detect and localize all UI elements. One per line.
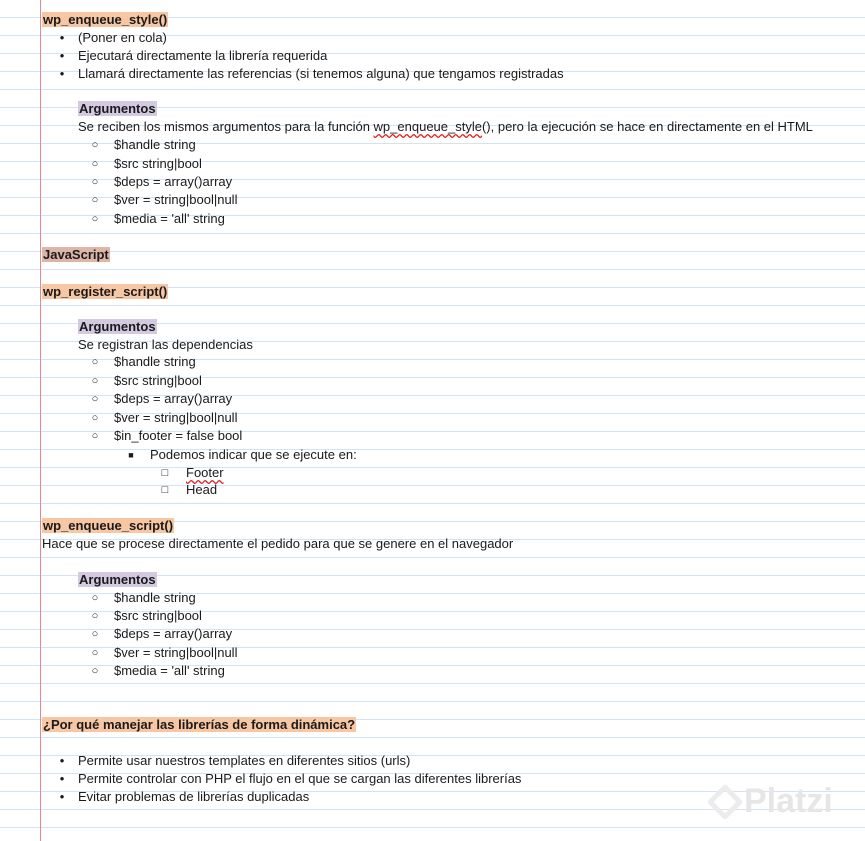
circle-bullet-icon: ○ [91, 375, 99, 387]
square-bullet-icon: ■ [128, 450, 134, 460]
platzi-watermark: Platzi [712, 782, 833, 821]
circle-bullet-icon: ○ [91, 194, 99, 206]
bullet-icon: • [59, 30, 65, 45]
enqueue-script-description: Hace que se procese directamente el pedido para que se genere en el navegador [42, 536, 514, 551]
circle-bullet-icon: ○ [91, 430, 99, 442]
style-args-intro: Se reciben los mismos argumentos para la función wp_enqueue_style(), pero la ejecución se hace en directamente en el HTML [78, 119, 813, 134]
bullet-icon: • [59, 66, 65, 81]
circle-bullet-icon: ○ [91, 213, 99, 225]
list-item: Permite usar nuestros templates en diferentes sitios (urls) [78, 753, 411, 768]
list-item: Permite controlar con PHP el flujo en el que se cargan las diferentes librerías [78, 771, 522, 786]
list-item: $handle string [114, 137, 196, 152]
hollow-square-bullet-icon: □ [161, 484, 169, 496]
heading-wp-enqueue-script: wp_enqueue_script() [43, 518, 174, 533]
circle-bullet-icon: ○ [91, 412, 99, 424]
list-item: $src string|bool [114, 156, 202, 171]
list-item: $media = 'all' string [114, 663, 225, 678]
bullet-icon: • [59, 771, 65, 786]
circle-bullet-icon: ○ [91, 356, 99, 368]
circle-bullet-icon: ○ [91, 158, 99, 170]
bullet-icon: • [59, 48, 65, 63]
list-item: $deps = array()array [114, 391, 233, 406]
list-item: $in_footer = false bool [114, 428, 243, 443]
circle-bullet-icon: ○ [91, 610, 99, 622]
list-item: $deps = array()array [114, 174, 233, 189]
list-item: $deps = array()array [114, 626, 233, 641]
list-item: Ejecutará directamente la librería requerida [78, 48, 328, 63]
heading-text: wp_enqueue_style() [43, 12, 168, 27]
heading-why-dynamic: ¿Por qué manejar las librerías de forma dinámica? [43, 717, 356, 732]
list-item: $media = 'all' string [114, 211, 225, 226]
heading-javascript: JavaScript [43, 247, 109, 262]
circle-bullet-icon: ○ [91, 592, 99, 604]
heading-wp-register-script: wp_register_script() [43, 284, 168, 299]
list-item: Evitar problemas de librerías duplicadas [78, 789, 310, 804]
list-item: Llamará directamente las referencias (si tenemos alguna) que tengamos registradas [78, 66, 564, 81]
arguments-label: Argumentos [79, 319, 156, 334]
arguments-label: Argumentos [79, 572, 156, 587]
list-item: $src string|bool [114, 608, 202, 623]
list-item: $ver = string|bool|null [114, 410, 238, 425]
list-item: Footer [186, 465, 224, 480]
platzi-logo-icon [707, 783, 744, 820]
list-item: $handle string [114, 590, 196, 605]
list-item: Podemos indicar que se ejecute en: [150, 447, 357, 462]
list-item: $src string|bool [114, 373, 202, 388]
arguments-label: Argumentos [79, 101, 156, 116]
bullet-icon: • [59, 789, 65, 804]
circle-bullet-icon: ○ [91, 628, 99, 640]
circle-bullet-icon: ○ [91, 393, 99, 405]
circle-bullet-icon: ○ [91, 647, 99, 659]
circle-bullet-icon: ○ [91, 176, 99, 188]
list-item: $ver = string|bool|null [114, 645, 238, 660]
register-intro: Se registran las dependencias [78, 337, 253, 352]
list-item: $handle string [114, 354, 196, 369]
list-item: (Poner en cola) [78, 30, 167, 45]
list-item: Head [186, 482, 218, 497]
notebook-margin-line [40, 0, 41, 841]
bullet-icon: • [59, 753, 65, 768]
heading-wp-enqueue-style [42, 11, 168, 29]
circle-bullet-icon: ○ [91, 139, 99, 151]
hollow-square-bullet-icon: □ [161, 467, 169, 479]
circle-bullet-icon: ○ [91, 665, 99, 677]
list-item: $ver = string|bool|null [114, 192, 238, 207]
